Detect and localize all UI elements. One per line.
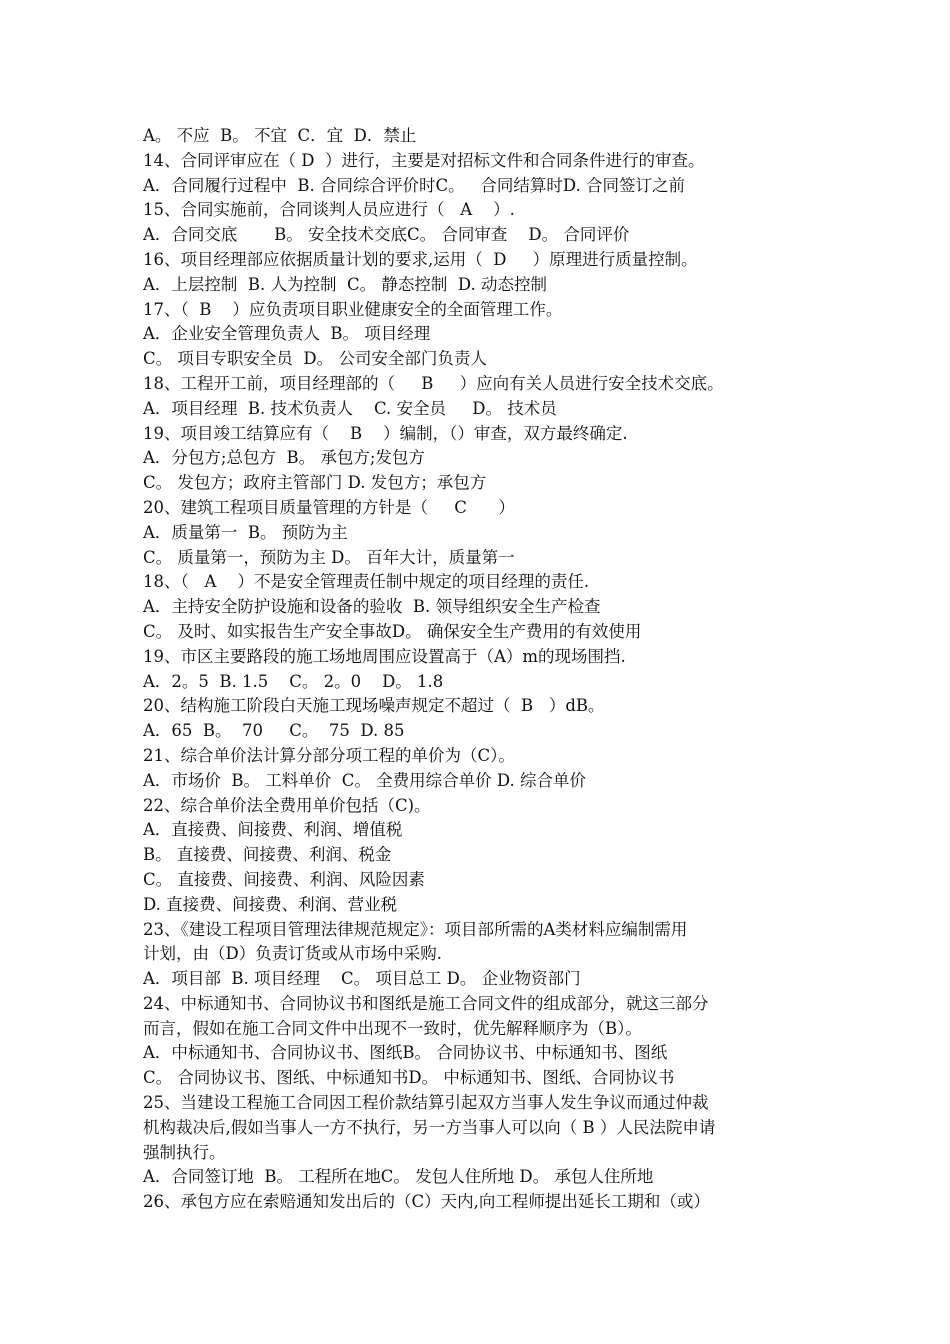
text-line: 15、合同实施前，合同谈判人员应进行（ A ）.	[143, 200, 515, 220]
text-line: A．项目部 B. 项目经理 C。 项目总工 D。 企业物资部门	[143, 969, 581, 989]
text-line: A．2。5 B. 1.5 C。 2。0 D。 1.8	[143, 671, 444, 691]
text-line: C。 发包方；政府主管部门 D. 发包方；承包方	[143, 473, 487, 493]
text-line: C。 质量第一，预防为主 D。 百年大计，质量第一	[143, 547, 515, 567]
text-line: 22、综合单价法全费用单价包括（C)。	[143, 795, 431, 815]
text-line: 18、工程开工前，项目经理部的（ B ）应向有关人员进行安全技术交底。	[143, 373, 724, 393]
text-line: A．质量第一 B。 预防为主	[143, 522, 348, 542]
text-line: 19、项目竣工结算应有（ B ）编制，（）审查，双方最终确定.	[143, 423, 628, 443]
text-line: 机构裁决后,假如当事人一方不执行，另一方当事人可以向（ B ）人民法院申请	[143, 1117, 716, 1137]
text-line: A．直接费、间接费、利润、增值税	[143, 820, 403, 840]
text-line: 23、《建设工程项目管理法律规范规定》：项目部所需的A类材料应编制需用	[143, 919, 688, 939]
text-line: 17、（ B ）应负责项目职业健康安全的全面管理工作。	[143, 299, 563, 319]
text-line: A．市场价 B。 工料单价 C。 全费用综合单价 D. 综合单价	[143, 770, 587, 790]
text-line: A．分包方;总包方 B。 承包方;发包方	[143, 448, 425, 468]
text-line: B。 直接费、间接费、利润、税金	[143, 845, 392, 865]
text-line: 19、市区主要路段的施工场地周围应设置高于（A）m的现场围挡.	[143, 646, 626, 666]
text-line: D. 直接费、间接费、利润、营业税	[143, 894, 398, 914]
text-line: A．主持安全防护设施和设备的验收 B. 领导组织安全生产检查	[143, 597, 601, 617]
text-line: 14、合同评审应在（ D ）进行，主要是对招标文件和合同条件进行的审查。	[143, 150, 705, 170]
text-line: C。 及时、如实报告生产安全事故D。 确保安全生产费用的有效使用	[143, 621, 642, 641]
text-line: 21、综合单价法计算分部分项工程的单价为（C）。	[143, 745, 515, 765]
text-line: 强制执行。	[143, 1142, 226, 1162]
document-body	[143, 124, 823, 1215]
text-line: 20、结构施工阶段白天施工现场噪声规定不超过（ B ）dB。	[143, 696, 605, 716]
text-line: A．65 B。 70 C。 75 D. 85	[143, 721, 405, 741]
text-line: C。 项目专职安全员 D。 公司安全部门负责人	[143, 349, 487, 369]
text-line: A。 不应 B。 不宜 C．宜 D．禁止	[143, 126, 417, 145]
text-line: C。 直接费、间接费、利润、风险因素	[143, 869, 425, 889]
text-line: A．合同交底 B。 安全技术交底C。 合同审查 D。 合同评价	[143, 225, 630, 245]
text-line: A．合同履行过程中 B. 合同综合评价时C。 合同结算时D. 合同签订之前	[143, 175, 686, 195]
text-line: 18、（ A ）不是安全管理责任制中规定的项目经理的责任.	[143, 572, 590, 592]
text-line: A．中标通知书、合同协议书、图纸B。 合同协议书、中标通知书、图纸	[143, 1043, 668, 1063]
text-line: A．项目经理 B. 技术负责人 C. 安全员 D。 技术员	[143, 398, 557, 418]
text-line: A．合同签订地 B。 工程所在地C。 发包人住所地 D。 承包人住所地	[143, 1167, 654, 1187]
text-line: 20、建筑工程项目质量管理的方针是（ C ）	[143, 497, 515, 517]
text-line: C。 合同协议书、图纸、中标通知书D。 中标通知书、图纸、合同协议书	[143, 1068, 675, 1088]
text-line: 计划，由（D）负责订货或从市场中采购.	[143, 944, 442, 964]
text-line: 16、项目经理部应依据质量计划的要求,运用（ D ）原理进行质量控制。	[143, 249, 698, 269]
text-line: 24、中标通知书、合同协议书和图纸是施工合同文件的组成部分，就这三部分	[143, 993, 709, 1013]
text-line: A．企业安全管理负责人 B。 项目经理	[143, 324, 431, 344]
text-line: A．上层控制 B. 人为控制 C。 静态控制 D. 动态控制	[143, 274, 548, 294]
text-line: 25、当建设工程施工合同因工程价款结算引起双方当事人发生争议而通过仲裁	[143, 1093, 709, 1113]
text-line: 26、承包方应在索赔通知发出后的（C）天内,向工程师提出延长工期和（或）	[143, 1192, 710, 1212]
text-line: 而言，假如在施工合同文件中出现不一致时，优先解释顺序为（B）。	[143, 1018, 642, 1038]
